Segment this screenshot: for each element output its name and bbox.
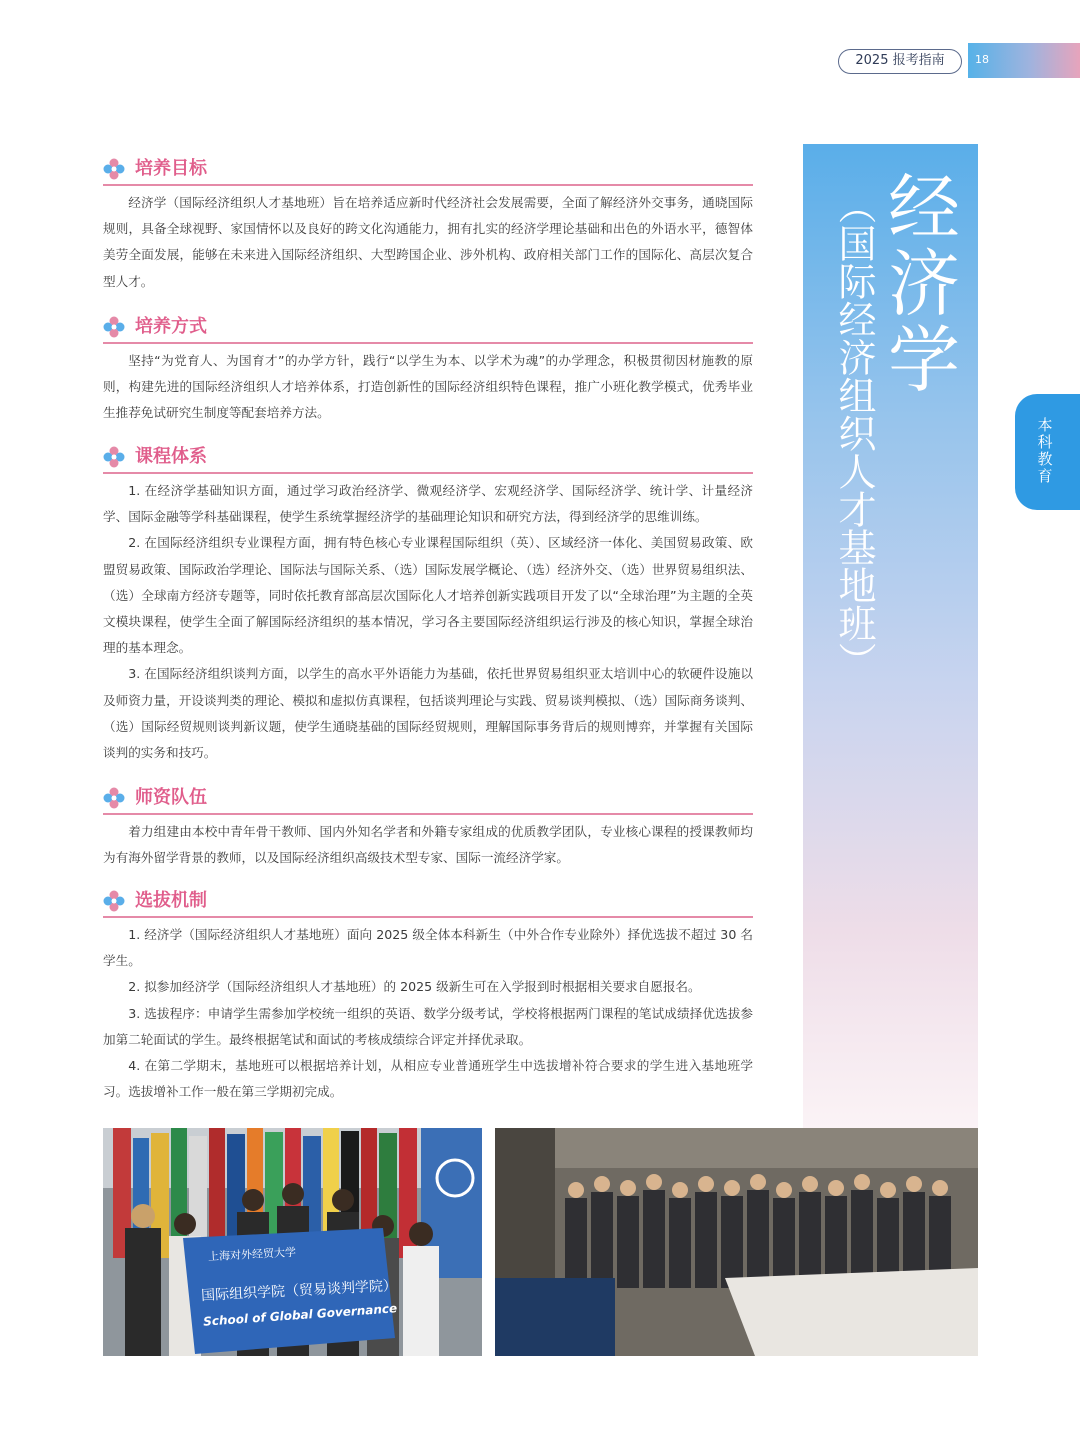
paragraph: 2. 拟参加经济学（国际经济组织人才基地班）的 2025 级新生可在入学报到时根据相关要求自愿报名。 [128,979,701,995]
section-training-goals [103,156,753,295]
paragraph: 3. 在国际经济组织谈判方面，以学生的高水平外语能力为基础，依托世界贸易组织亚太培训中心的软硬件设施以及师资力量，开设谈判类的理论、模拟和虚拟仿真课程，包括谈判理论与实践、贸易谈判模拟、（选）国际商务谈判、（选）国际经贸规则谈判新议题，使学生通晓基础的国际经贸规则，理解国际事务背后的规则博弈，并掌握有关国际谈判的实务和技巧。 [103,666,753,761]
page-number: 18 [975,53,989,66]
flower-icon [103,158,125,180]
section-header [103,785,753,815]
banner-english-name: School of Global Governance [202,1301,398,1329]
section-title: 培养目标 [135,158,207,179]
section-header [103,314,753,344]
flower-icon [103,446,125,468]
section-curriculum [103,444,753,766]
flower-icon [103,316,125,338]
section-header [103,888,753,918]
flower-icon [103,890,125,912]
section-title: 师资队伍 [135,787,207,808]
banner-school-name: 上海对外经贸大学 [207,1245,297,1264]
paragraph: 1. 在经济学基础知识方面，通过学习政治经济学、微观经济学、宏观经济学、国际经济学、统计学、计量经济学、国际金融等学科基础课程，使学生系统掌握经济学的基础理论知识和研究方法，得到经济学的思维训练。 [103,483,753,525]
section-training-methods [103,314,753,427]
section-header [103,444,753,474]
paragraph: 3. 选拔程序：申请学生需参加学校统一组织的英语、数学分级考试，学校将根据两门课程的笔试成绩择优选拔参加第二轮面试的学生。最终根据笔试和面试的考核成绩综合评定并择优录取。 [103,1005,753,1047]
banner-college-name: 国际组织学院（贸易谈判学院） [200,1277,398,1305]
sub-title: （国际经济组织人才基地班） [832,186,876,680]
section-title: 选拔机制 [135,890,207,911]
photo-conference-room [495,1128,978,1356]
photo-flags-banner [103,1128,482,1356]
paragraph: 2. 在国际经济组织专业课程方面，拥有特色核心专业课程国际组织（英）、区域经济一体化、美国贸易政策、欧盟贸易政策、国际政治学理论、国际法与国际关系、（选）国际发展学概论、（选）经济外交、（选）世界贸易组织法、（选）全球南方经济专题等，同时依托教育部高层次国际化人才培养创新实践项目开发了以“全球治理”为主题的全英文模块课程，使学生全面了解国际经济组织的基本情况，学习各主要国际经济组织运行涉及的核心知识，掌握全球治理的基本理念。 [103,535,753,656]
guide-label: 2025 报考指南 [838,49,962,74]
paragraph: 1. 经济学（国际经济组织人才基地班）面向 2025 级全体本科新生（中外合作专业除外）择优选拔不超过 30 名学生。 [103,927,753,969]
section-header [103,156,753,186]
paragraph: 经济学（国际经济组织人才基地班）旨在培养适应新时代经济社会发展需要，全面了解经济外交事务，通晓国际规则，具备全球视野、家国情怀以及良好的跨文化沟通能力，拥有扎实的经济学理论基础和出色的外语水平，德智体美劳全面发展，能够在未来进入国际经济组织、大型跨国企业、涉外机构、政府相关部门工作的国际化、高层次复合型人才。 [103,195,753,289]
flower-icon [103,787,125,809]
section-title: 课程体系 [135,446,207,467]
section-title: 培养方式 [135,316,207,337]
section-faculty [103,785,753,871]
main-title: 经济学 [887,166,960,402]
section-selection [103,888,753,1105]
paragraph: 4. 在第二学期末，基地班可以根据培养计划，从相应专业普通班学生中选拔增补符合要求的学生进入基地班学习。选拔增补工作一般在第三学期初完成。 [103,1058,753,1100]
paragraph: 坚持“为党育人、为国育才”的办学方针，践行“以学生为本、以学术为魂”的办学理念，积极贯彻因材施教的原则，构建先进的国际经济组织人才培养体系，打造创新性的国际经济组织特色课程，推广小班化教学模式，优秀毕业生推荐免试研究生制度等配套培养方法。 [103,353,753,421]
side-tab-label: 本科教育 [1037,416,1053,485]
paragraph: 着力组建由本校中青年骨干教师、国内外知名学者和外籍专家组成的优质教学团队，专业核心课程的授课教师均为有海外留学背景的教师，以及国际经济组织高级技术型专家、国际一流经济学家。 [103,824,753,866]
